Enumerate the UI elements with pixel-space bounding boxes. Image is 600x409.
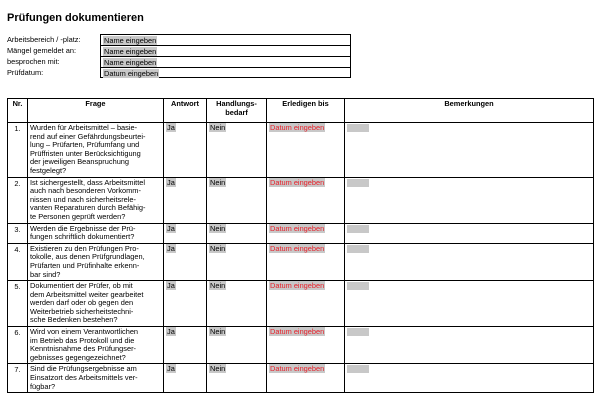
answer-cell [164,281,207,327]
due-date-field[interactable]: Datum eingeben [270,123,325,132]
info-row-arbeitsbereich [7,34,351,45]
row-number: 4. [8,243,28,280]
row-number: 7. [8,364,28,393]
action-cell [207,223,267,243]
action-needed-dropdown[interactable]: Nein [210,123,226,132]
table-row [8,281,594,327]
remarks-field[interactable] [347,124,369,132]
action-cell [207,123,267,178]
table-row [8,223,594,243]
due-date-cell [267,243,345,280]
action-needed-dropdown[interactable]: Nein [210,223,226,233]
answer-cell [164,243,207,280]
answer-dropdown[interactable]: Ja [167,364,175,374]
info-box [100,67,351,78]
arbeitsbereich-field[interactable]: Name eingeben [104,36,157,45]
remarks-cell [345,364,594,393]
remarks-cell [345,177,594,223]
remarks-cell [345,327,594,364]
info-block [7,34,351,78]
remarks-field[interactable] [347,365,369,373]
remarks-field[interactable] [347,282,369,290]
maengel-field[interactable]: Name eingeben [104,47,157,56]
table-row [8,123,594,178]
info-box [100,34,351,45]
action-needed-dropdown[interactable]: Nein [210,177,226,187]
row-question: Sind die Prüfungsergebnisse am Einsatzort des Arbeitsmittels ver- fügbar? [28,364,164,393]
action-needed-dropdown[interactable]: Nein [210,243,226,253]
remarks-field[interactable] [347,245,369,253]
due-date-cell [267,223,345,243]
remarks-cell [345,243,594,280]
due-date-cell [267,327,345,364]
action-cell [207,364,267,393]
row-number: 1. [8,123,28,178]
row-number: 3. [8,223,28,243]
checklist-table [7,98,594,393]
table-row [8,364,594,393]
header-nr: Nr. [8,99,28,123]
pruefdatum-field[interactable]: Datum eingeben [104,69,159,78]
due-date-cell [267,123,345,178]
answer-cell [164,177,207,223]
answer-cell [164,123,207,178]
remarks-cell [345,223,594,243]
table-row [8,177,594,223]
row-question: Existieren zu den Prüfungen Pro- tokolle, aus denen Prüfgrundlagen, Prüfarten und Prüfinhalte erkenn- bar sind? [28,243,164,280]
info-label: Mängel gemeldet an: [7,46,77,55]
header-bemerkungen: Bemerkungen [345,99,594,123]
info-row-maengel [7,45,351,56]
info-row-besprochen [7,56,351,67]
row-question: Wird von einem Verantwortlichen im Betrieb das Protokoll und die Kenntnisnahme des Prüfungser- gebnisses gegengezeichnet? [28,327,164,364]
remarks-field[interactable] [347,225,369,233]
row-number: 2. [8,177,28,223]
row-number: 6. [8,327,28,364]
answer-dropdown[interactable]: Ja [167,327,175,337]
row-question: Ist sichergestellt, dass Arbeitsmittel auch nach besonderen Vorkomm- nissen und nach sicherheitsrele- vanten Reparaturen durch Befähig- te Personen geprüft werden? [28,177,164,223]
due-date-field[interactable]: Datum eingeben [270,243,325,253]
answer-dropdown[interactable]: Ja [167,177,175,187]
answer-cell [164,327,207,364]
answer-cell [164,364,207,393]
action-needed-dropdown[interactable]: Nein [210,364,226,374]
header-antwort: Antwort [164,99,207,123]
row-question: Dokumentiert der Prüfer, ob mit dem Arbeitsmittel weiter gearbeitet werden darf oder ob gegen den Weiterbetrieb sicherheitstechni- sche Bedenken bestehen? [28,281,164,327]
info-label: Arbeitsbereich / -platz: [7,35,81,44]
remarks-field[interactable] [347,179,369,187]
answer-cell [164,223,207,243]
answer-dropdown[interactable]: Ja [167,243,175,253]
header-frage: Frage [28,99,164,123]
header-erledigen: Erledigen bis [267,99,345,123]
answer-dropdown[interactable]: Ja [167,281,175,291]
info-box [100,45,351,56]
due-date-field[interactable]: Datum eingeben [270,364,325,374]
header-handlungsbedarf: Handlungs- bedarf [207,99,267,123]
due-date-cell [267,364,345,393]
row-question: Wurden für Arbeitsmittel – basie- rend auf einer Gefährdungsbeurtei- lung – Prüfarten, Prüfumfang und Prüffristen unter Berücksichtigung der jeweiligen Beanspruchung festgelegt? [28,123,164,178]
info-row-pruefdatum [7,67,351,78]
table-row [8,243,594,280]
action-needed-dropdown[interactable]: Nein [210,327,226,337]
answer-dropdown[interactable]: Ja [167,123,175,132]
action-cell [207,281,267,327]
remarks-cell [345,123,594,178]
action-needed-dropdown[interactable]: Nein [210,281,226,291]
due-date-cell [267,281,345,327]
due-date-field[interactable]: Datum eingeben [270,327,325,337]
besprochen-field[interactable]: Name eingeben [104,58,157,67]
table-row [8,327,594,364]
row-question: Werden die Ergebnisse der Prü- fungen schriftlich dokumentiert? [28,223,164,243]
action-cell [207,327,267,364]
remarks-field[interactable] [347,328,369,336]
answer-dropdown[interactable]: Ja [167,223,175,233]
info-box [100,56,351,67]
due-date-field[interactable]: Datum eingeben [270,223,325,233]
remarks-cell [345,281,594,327]
info-label: Prüfdatum: [7,68,44,77]
row-number: 5. [8,281,28,327]
table-header-row [8,99,594,123]
due-date-cell [267,177,345,223]
action-cell [207,243,267,280]
page-title: Prüfungen dokumentieren [7,12,144,24]
info-label: besprochen mit: [7,57,60,66]
due-date-field[interactable]: Datum eingeben [270,281,325,291]
due-date-field[interactable]: Datum eingeben [270,177,325,187]
action-cell [207,177,267,223]
